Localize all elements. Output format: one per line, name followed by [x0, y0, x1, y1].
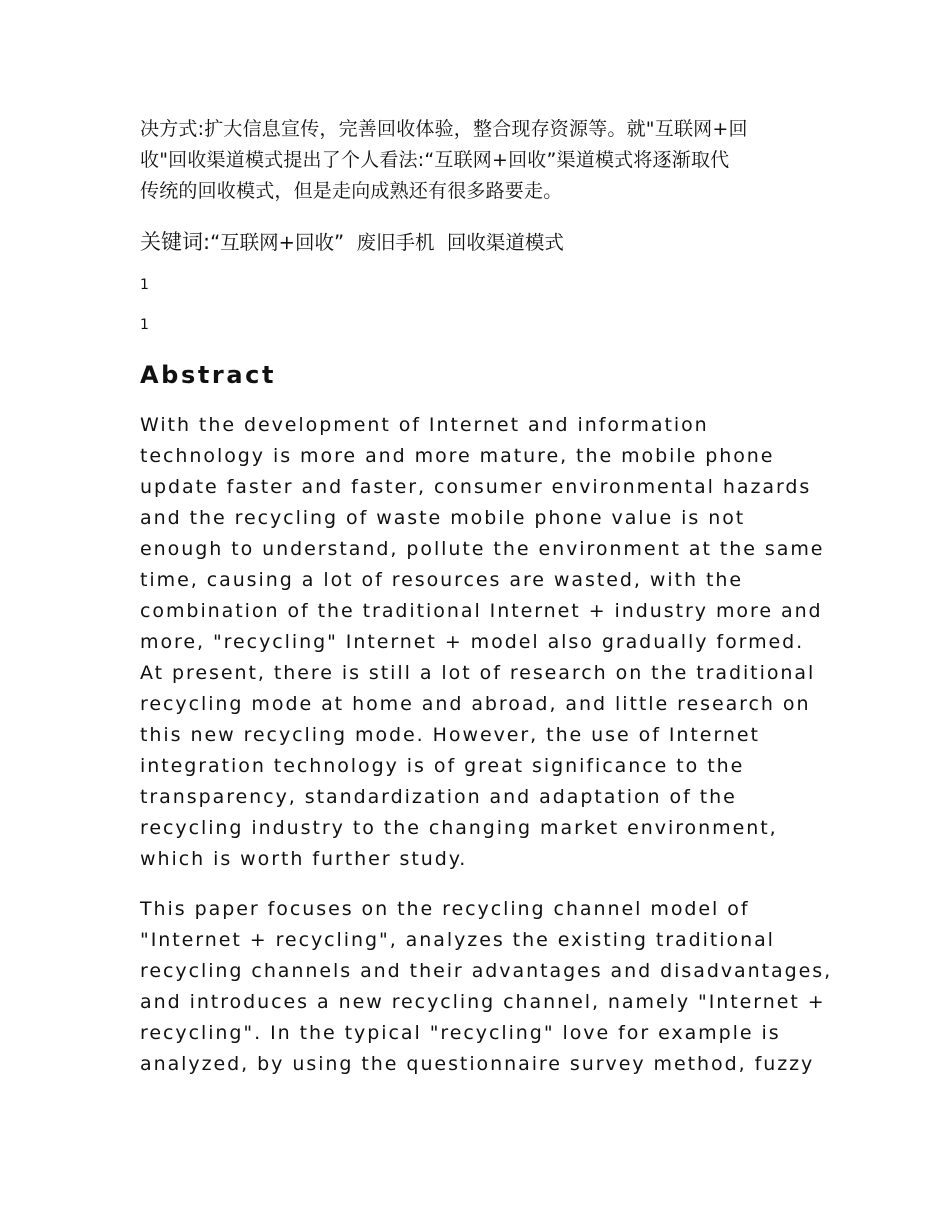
keywords-label: 关键词: — [140, 230, 211, 254]
keywords-line — [140, 227, 820, 258]
text-line: update faster and faster, consumer environmental hazards — [140, 476, 812, 498]
text-line: recycling channels and their advantages and disadvantages, — [140, 960, 833, 982]
text-line: 决方式:扩大信息宣传，完善回收体验，整合现存资源等。就"互联网+回 — [140, 118, 748, 140]
text-line: 收"回收渠道模式提出了个人看法:“互联网+回收”渠道模式将逐渐取代 — [140, 149, 730, 171]
abstract-heading: Abstract — [140, 361, 277, 389]
text-line: which is worth further study. — [140, 848, 468, 870]
text-line: With the development of Internet and information — [140, 414, 709, 436]
abstract-paragraph-1 — [140, 410, 825, 875]
text-line: and the recycling of waste mobile phone value is not — [140, 507, 746, 529]
text-line: At present, there is still a lot of research on the traditional — [140, 662, 816, 684]
text-line: this new recycling mode. However, the use of Internet — [140, 724, 760, 746]
text-line: This paper focuses on the recycling channel model of — [140, 898, 750, 920]
text-line: analyzed, by using the questionnaire survey method, fuzzy — [140, 1053, 815, 1075]
text-line: enough to understand, pollute the environment at the same — [140, 538, 825, 560]
text-line: transparency, standardization and adaptation of the — [140, 786, 737, 808]
text-line: recycling". In the typical "recycling" love for example is — [140, 1022, 781, 1044]
text-line: technology is more and more mature, the mobile phone — [140, 445, 775, 467]
text-line: integration technology is of great significance to the — [140, 755, 745, 777]
text-line: and introduces a new recycling channel, namely "Internet + — [140, 991, 826, 1013]
text-line: recycling mode at home and abroad, and little research on — [140, 693, 811, 715]
abstract-paragraph-2 — [140, 894, 833, 1080]
text-line: 传统的回收模式，但是走向成熟还有很多路要走。 — [140, 180, 563, 202]
document-page — [140, 114, 833, 1080]
text-line: recycling industry to the changing market environment, — [140, 817, 778, 839]
keywords-items: “互联网+回收” 废旧手机 回收渠道模式 — [210, 231, 564, 254]
page-number: 1 — [140, 277, 149, 293]
page-number: 1 — [140, 317, 149, 333]
text-line: time, causing a lot of resources are wasted, with the — [140, 569, 744, 591]
text-line: "Internet + recycling", analyzes the existing traditional — [140, 929, 775, 951]
text-line: more, "recycling" Internet + model also gradually formed. — [140, 631, 805, 653]
text-line: combination of the traditional Internet + industry more and — [140, 600, 823, 622]
chinese-abstract-paragraph — [140, 114, 820, 207]
